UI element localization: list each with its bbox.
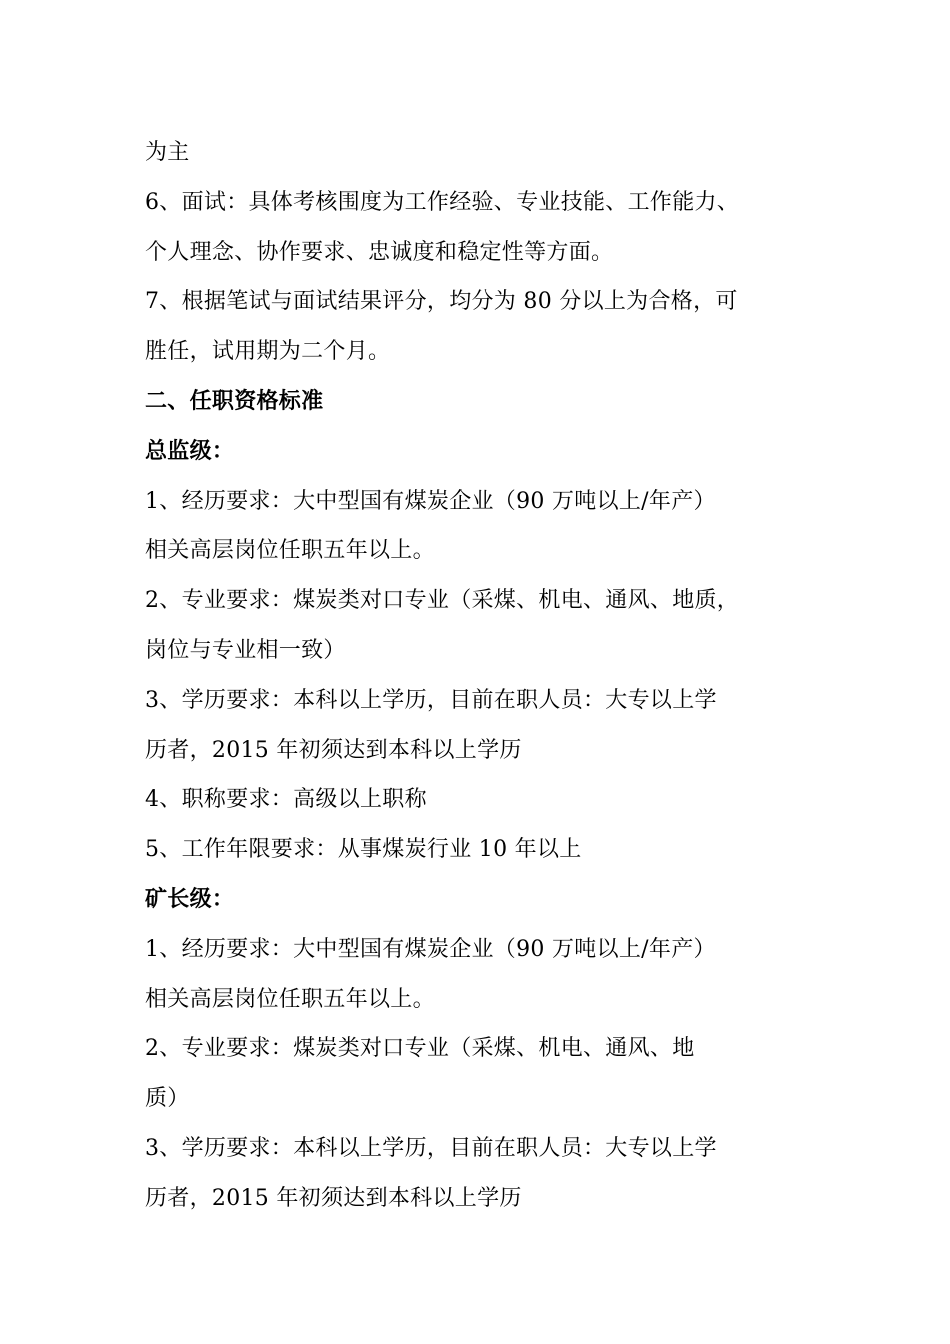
document-body	[145, 128, 835, 1224]
text-line: 1、经历要求：大中型国有煤炭企业（90 万吨以上/年产）	[145, 488, 716, 514]
text-line: 质）	[145, 1086, 190, 1112]
text-line: 历者，2015 年初须达到本科以上学历	[145, 737, 522, 763]
text-line: 2、专业要求：煤炭类对口专业（采煤、机电、通风、地	[145, 1036, 695, 1062]
section-heading: 二、任职资格标准	[145, 387, 324, 414]
text-line: 5、工作年限要求：从事煤炭行业 10 年以上	[145, 837, 582, 863]
subsection-heading: 矿长级：	[145, 885, 235, 912]
subsection-heading: 总监级：	[145, 437, 235, 464]
text-line: 7、根据笔试与面试结果评分，均分为 80 分以上为合格，可	[145, 289, 738, 315]
text-line: 岗位与专业相一致）	[145, 637, 346, 663]
text-line: 2、专业要求：煤炭类对口专业（采煤、机电、通风、地质，	[145, 588, 740, 614]
text-line: 3、学历要求：本科以上学历，目前在职人员：大专以上学	[145, 687, 717, 713]
text-line: 3、学历要求：本科以上学历，目前在职人员：大专以上学	[145, 1135, 717, 1161]
text-line: 相关高层岗位任职五年以上。	[145, 986, 435, 1012]
text-line: 4、职称要求：高级以上职称	[145, 787, 427, 813]
text-line: 历者，2015 年初须达到本科以上学历	[145, 1185, 522, 1211]
text-line: 1、经历要求：大中型国有煤炭企业（90 万吨以上/年产）	[145, 936, 716, 962]
text-line: 6、面试：具体考核围度为工作经验、专业技能、工作能力、	[145, 189, 740, 215]
text-line: 个人理念、协作要求、忠诚度和稳定性等方面。	[145, 239, 614, 265]
text-line: 胜任，试用期为二个月。	[145, 339, 391, 365]
text-line: 相关高层岗位任职五年以上。	[145, 538, 435, 564]
text-line: 为主	[145, 140, 190, 165]
